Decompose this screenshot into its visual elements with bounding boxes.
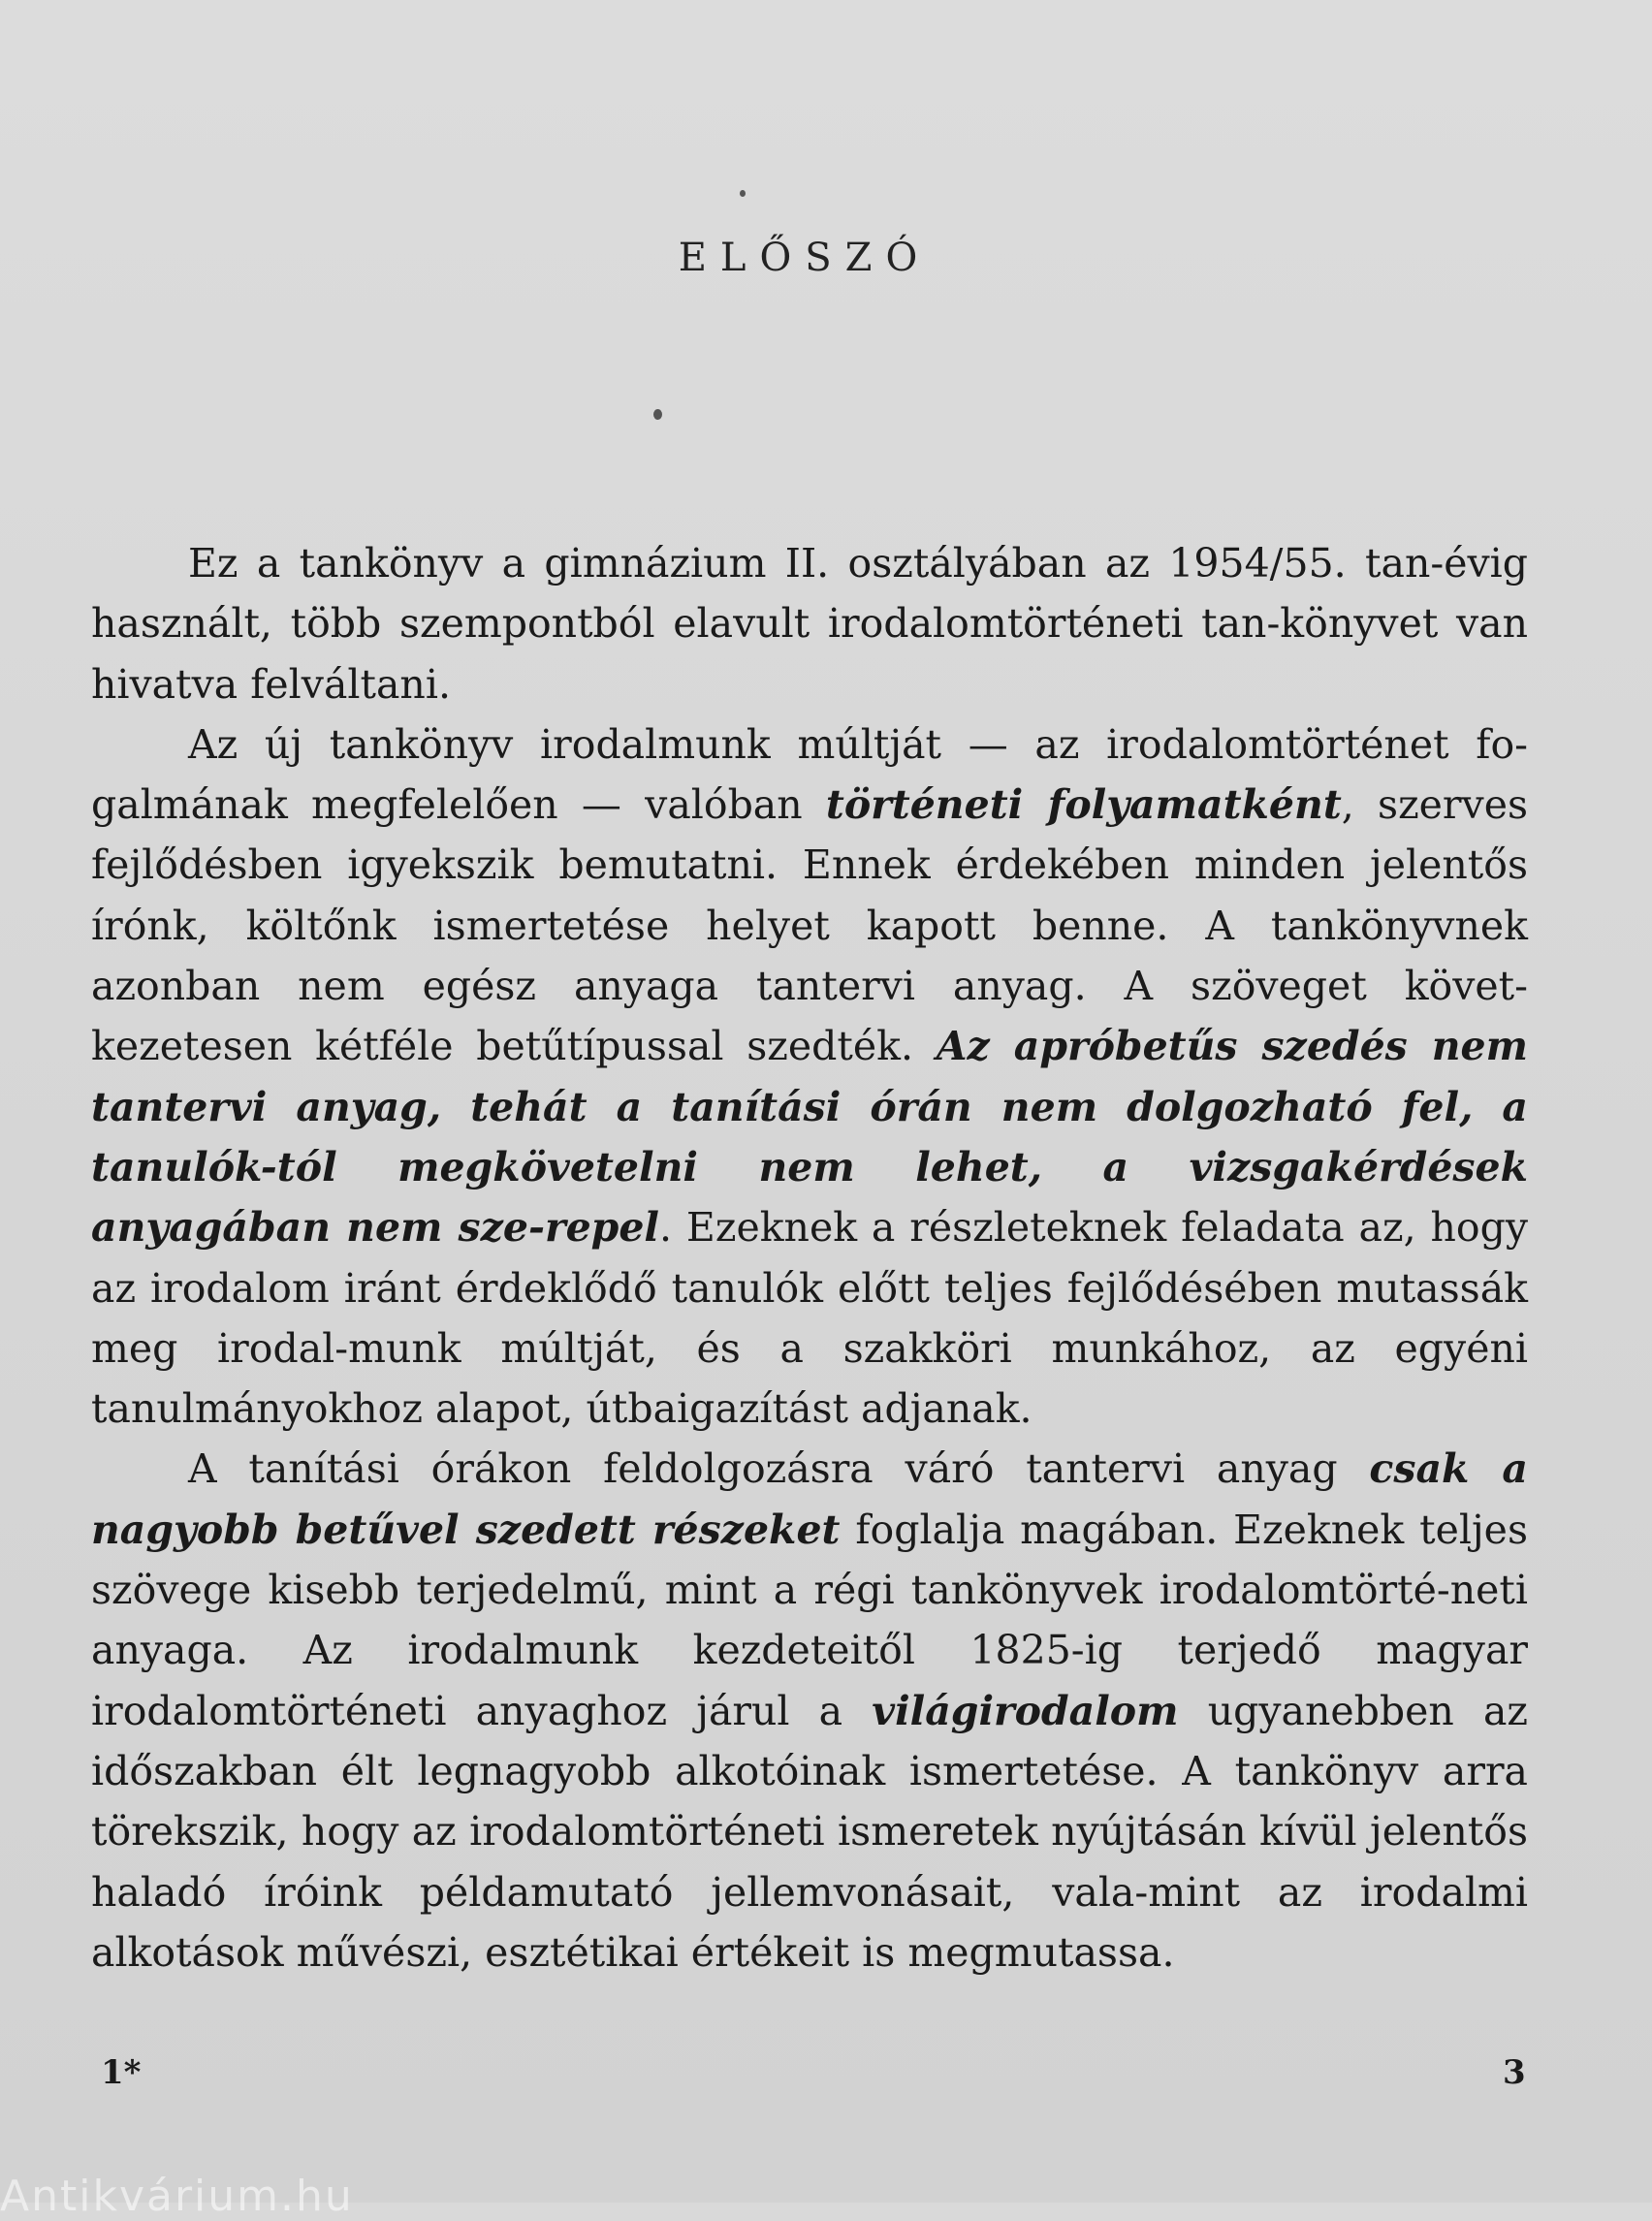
paragraph-text: foglalja magában. Ezeknek teljes szövege kisebb terjedelmű, mint a régi tankönyvek irodalomtörté-neti anyaga. Az irodalmunk kezdeteitől 1825-ig terjedő magyar irodalomtörténeti anyaghoz járul a (91, 1506, 1528, 1734)
preface-body (91, 533, 1528, 1983)
paragraph-2 (91, 714, 1528, 1440)
paragraph-text: Ez a tankönyv a gimnázium II. osztályában az 1954/55. tan-évig használt, több szempontból elavult irodalomtörténeti tan-könyvet van hivatva felváltani. (91, 540, 1528, 708)
emphasis-text: Az apróbetűs szedés nem tantervi anyag, tehát a tanítási órán nem dolgozható fel, a tanulók-tól megkövetelni nem lehet, a vizsgakérdések anyagában nem sze-repel (91, 1023, 1528, 1252)
ink-speck-middle (653, 409, 662, 420)
paragraph-text: , szerves fejlődésben igyekszik bemutatni. Ennek érdekében minden jelentős írónk, költőnk ismertetése helyet kapott benne. A tankönyvnek azonban nem egész anyaga tantervi anyag. A szöveget követ-kezetesen kétféle betűtípussal szedték. (91, 781, 1528, 1070)
signature-mark: 1* (101, 2053, 142, 2092)
paragraph-text: A tanítási órákon feldolgozásra váró tantervi anyag (188, 1445, 1370, 1493)
page-title: ELŐSZÓ (678, 235, 932, 280)
emphasis-text: világirodalom (872, 1687, 1179, 1734)
paragraph-text: Az új tankönyv irodalmunk múltját — az irodalomtörténet fo-galmának megfelelően — valóban (91, 720, 1528, 829)
emphasis-text: csak a nagyobb betűvel szedett részeket (91, 1445, 1528, 1553)
watermark: Antikvárium.hu (0, 2172, 354, 2221)
page-number: 3 (1503, 2053, 1526, 2092)
ink-speck-top (740, 190, 746, 197)
emphasis-text: történeti folyamatként (825, 781, 1342, 829)
paragraph-text: ugyanebben az időszakban élt legnagyobb alkotóinak ismertetése. A tankönyv arra törekszik, hogy az irodalomtörténeti ismeretek nyújtásán kívül jelentős haladó íróink példamutató jellemvonásait, vala-mint az irodalmi alkotások művészi, esztétikai értékeit is megmutassa. (91, 1687, 1528, 1976)
paragraph-text: . Ezeknek a részleteknek feladata az, hogy az irodalom iránt érdeklődő tanulók előtt teljes fejlődésében mutassák meg irodal-munk múltját, és a szakköri munkához, az egyéni tanulmányokhoz alapot, útbaigazítást adjanak. (91, 1204, 1528, 1433)
paragraph-1 (91, 533, 1528, 714)
paragraph-3 (91, 1439, 1528, 1983)
